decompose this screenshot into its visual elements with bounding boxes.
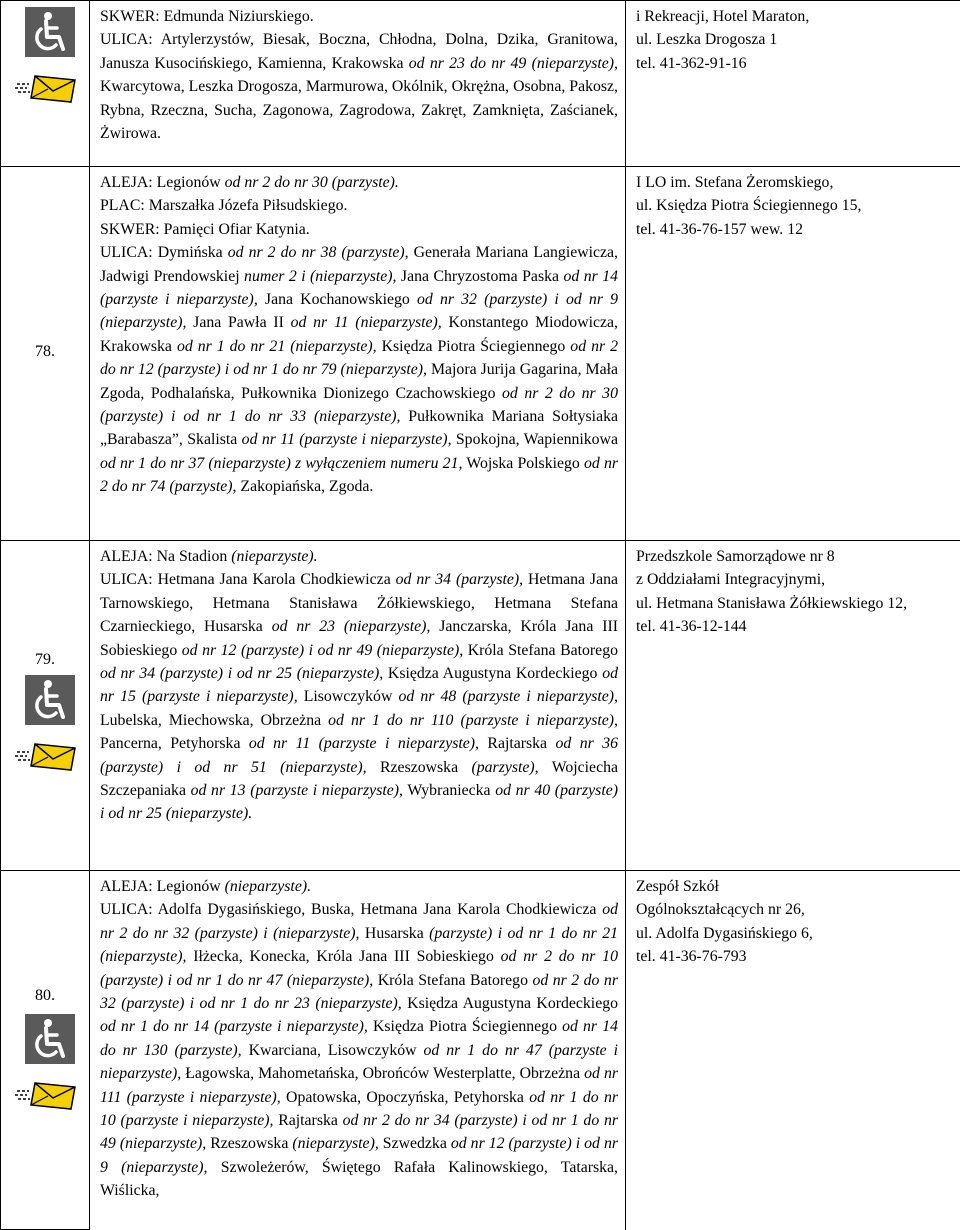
venue-line: i Rekreacji, Hotel Maraton, [636,5,953,28]
category-label: ALEJA: [100,548,157,565]
row-number-cell [1,1,90,167]
venue-address: ul. Adolfa Dygasińskiego 6, [636,922,953,945]
range-text: od nr 36 (parzyste) i od nr 51 (nieparzyste), [100,735,618,775]
streets-text [90,871,625,1203]
range-text: od nr 34 (parzyste), [396,571,523,588]
street-text: Janczarska, Króla Jana III Sobieskiego [100,618,618,658]
venue-address: ul. Hetmana Stanisława Żółkiewskiego 12, [636,592,953,615]
range-text: od nr 1 do nr 21 (nieparzyste), [177,338,377,355]
range-text: od nr 1 do nr 14 (parzyste i nieparzyste), [100,1018,368,1035]
wheelchair-icon [25,1014,75,1064]
street-text: Jana Chryzostoma Paska [396,268,563,285]
envelope-icon [15,740,77,772]
range-text: od nr 2 do nr 34 (parzyste) i od nr 1 do nr 49 (nieparzyste), [100,1112,618,1152]
street-text: Króla Stefana Batorego [463,642,618,659]
venue-phone: tel. 41-36-12-144 [636,615,953,638]
envelope-icon [15,72,77,104]
street-text: Lubelska, Miechowska, Obrzeżna [100,712,328,729]
range-text: od nr 15 (parzyste i nieparzyste), [100,665,618,705]
street-text: Husarska [360,925,430,942]
row-number-cell [1,167,90,541]
street-text: Generała Mariana Langiewicza, Jadwigi Prendowskiej [100,244,618,284]
venue-line: Zespół Szkół [636,875,953,898]
street-text: Księdza Piotra Ściegiennego [368,1018,562,1035]
range-text: od nr 2 do nr 30 (parzyste) i od nr 1 do nr 33 (nieparzyste), [100,385,618,425]
street-text: Konstantego Miodowicza, Krakowska [100,314,618,354]
category-label: SKWER: [100,8,164,25]
street-text: Jana Pawła II [186,314,290,331]
venue-phone: tel. 41-36-76-793 [636,945,953,968]
street-text: Marszałka Józefa Piłsudskiego. [149,197,348,214]
venue-cell [626,1,960,167]
category-label: ULICA: [100,31,161,48]
category-label: ALEJA: [100,878,157,895]
range-text: od nr 14 (parzyste i nieparzyste), [100,268,618,308]
range-text: od nr 2 do nr 32 (parzyste) i od nr 1 do nr 23 (nieparzyste), [100,972,618,1012]
street-text: Legionów [157,878,225,895]
category-label: ULICA: [100,901,158,918]
wheelchair-icon [25,675,75,725]
street-text: Łagowska, Mahometańska, Obrońców Westerplatte, Obrzeżna [181,1065,584,1082]
venue-phone: tel. 41-36-76-157 wew. 12 [636,218,953,241]
street-text: Wojska Polskiego [462,455,584,472]
street-text: Iłżecka, Konecka, Króla Jana III Sobieskiego [186,948,500,965]
range-text: od nr 23 (nieparzyste), [272,618,431,635]
range-text: od nr 2 do nr 32 (parzyste) i (nieparzyste), [100,901,618,941]
street-text: Kwarcytowa, Leszka Drogosza, Marmurowa, Okólnik, Okrężna, Osobna, Pakosz, Rybna, Rzeczna, Sucha, Zagonowa, Zagrodowa, Zakręt, Zamknięta, Zaścianek, Żwirowa. [100,78,618,142]
range-text: od nr 2 do nr 30 (parzyste). [225,174,399,191]
range-text: od nr 2 do nr 38 (parzyste), [228,244,409,261]
range-text: od nr 1 do nr 37 (nieparzyste) z wyłączeniem numeru 21, [100,455,462,472]
range-text: od nr 12 (parzyste) i od nr 49 (nieparzyste), [182,642,463,659]
streets-cell [90,167,626,541]
table-row [1,167,960,541]
range-text: od nr 2 do nr 12 (parzyste) i od nr 1 do nr 79 (nieparzyste), [100,338,618,378]
range-text: (parzyste) i od nr 1 do nr 21 (nieparzyste), [100,925,618,965]
venue-line: Przedszkole Samorządowe nr 8 [636,545,953,568]
category-label: SKWER: [100,221,164,238]
venue-cell [626,541,960,871]
street-text: Majora Jurija Gagarina, Mała Zgoda, Podhalańska, Pułkownika Dionizego Czachowskiego [100,361,618,401]
street-text: Rajtarska [479,735,556,752]
range-text: od nr 14 do nr 130 (parzyste), [100,1018,618,1058]
venue-cell [626,871,960,1230]
street-text: Hetmana Jana Karola Chodkiewicza [158,571,396,588]
range-text: od nr 2 do nr 74 (parzyste), [100,455,618,495]
range-text: od nr 2 do nr 10 (parzyste) i od nr 1 do nr 47 (nieparzyste), [100,948,618,988]
street-text: Zakopiańska, Zgoda. [236,478,373,495]
range-text: od nr 40 (parzyste) i od nr 25 (nieparzyste). [100,782,618,822]
venue-cell [626,167,960,541]
range-text: (nieparzyste). [225,878,311,895]
street-text: Księdza Augustyna Kordeckiego [383,665,602,682]
range-text: od nr 32 (parzyste) i od nr 9 (nieparzyste), [100,291,618,331]
category-label: PLAC: [100,197,149,214]
row-number: 79. [1,651,89,669]
category-label: ULICA: [100,244,158,261]
streets-text [90,1,625,145]
street-text: Dymińska [158,244,228,261]
range-text: od nr 23 do nr 49 (nieparzyste), [409,55,618,72]
range-text: od nr 11 (parzyste i nieparzyste), [242,431,452,448]
range-text: od nr 11 (nieparzyste), [291,314,442,331]
street-text: Artylerzystów, Biesak, Boczna, Chłodna, Dolna, Dzika, Granitowa, Janusza Kusocińskiego, Kamienna, Krakowska [100,31,618,71]
street-text: Rajtarska [273,1112,342,1129]
street-text: Rzeszowska [367,759,472,776]
street-text: Lisowczyków [298,688,399,705]
range-text: od nr 12 (parzyste) i od nr 9 (nieparzyste), [100,1135,618,1175]
street-text: Księdza Piotra Ściegiennego [377,338,571,355]
range-text: od nr 11 (parzyste i nieparzyste), [249,735,479,752]
venue-phone: tel. 41-362-91-16 [636,52,953,75]
street-text: Edmunda Niziurskiego. [164,8,314,25]
street-text: Wojciecha Szczepaniaka [100,759,618,799]
street-text: Kwarciana, Lisowczyków [242,1042,424,1059]
street-text: Adolfa Dygasińskiego, Buska, Hetmana Jana Karola Chodkiewicza [158,901,603,918]
venue-text [626,871,960,969]
range-text: od nr 13 (parzyste i nieparzyste), [191,782,403,799]
range-text: od nr 48 (parzyste i nieparzyste), [398,688,618,705]
street-text: Opatowska, Opoczyńska, Petyhorska [281,1089,529,1106]
street-text: Pancerna, Petyhorska [100,735,249,752]
street-text: Legionów [157,174,225,191]
row-icons [15,675,77,777]
street-text: Spokojna, Wapiennikowa [452,431,618,448]
venue-text [626,1,960,75]
street-text: Szwedzka [379,1135,451,1152]
table-row [1,541,960,871]
streets-text [90,167,625,499]
venue-line: z Oddziałami Integracyjnymi, [636,568,953,591]
streets-text [90,541,625,826]
street-text: Na Stadion [157,548,232,565]
street-text: Księdza Augustyna Kordeckiego [402,995,618,1012]
venue-line: Ogólnokształcących nr 26, [636,898,953,921]
range-text: od nr 1 do nr 110 (parzyste i nieparzyste), [328,712,618,729]
wheelchair-icon [25,7,75,57]
street-text: Rzeszowska [206,1135,292,1152]
range-text: od nr 1 do nr 47 (parzyste i nieparzyste), [100,1042,618,1082]
category-label: ALEJA: [100,174,157,191]
envelope-icon [15,1079,77,1111]
venue-text [626,541,960,639]
table-row [1,871,960,1230]
street-text: Króla Stefana Batorego [373,972,532,989]
range-text: (parzyste), [471,759,538,776]
range-text: (nieparzyste). [231,548,317,565]
range-text: od nr 1 do nr 10 (parzyste i nieparzyste), [100,1089,618,1129]
street-text: Jana Kochanowskiego [258,291,417,308]
row-number: 80. [1,987,89,1005]
range-text: od nr 111 (parzyste i nieparzyste), [100,1065,618,1105]
streets-cell [90,871,626,1230]
range-text: od nr 34 (parzyste) i od nr 25 (nieparzyste), [100,665,383,682]
row-number-cell [1,871,90,1230]
street-text: Pułkownika Mariana Sołtysiaka „Barabasza”, Skalista [100,408,618,448]
table-row [1,1,960,167]
streets-cell [90,541,626,871]
streets-cell [90,1,626,167]
row-icons [15,1014,77,1116]
venue-text [626,167,960,241]
row-number: 78. [1,343,89,361]
street-text: Szwoleżerów, Świętego Rafała Kalinowskiego, Tatarska, Wiślicka, [100,1159,618,1199]
venue-line: I LO im. Stefana Żeromskiego, [636,171,953,194]
row-number-cell [1,541,90,871]
street-text: Pamięci Ofiar Katynia. [164,221,310,238]
category-label: ULICA: [100,571,158,588]
venue-address: ul. Leszka Drogosza 1 [636,28,953,51]
row-icons [15,7,77,109]
venue-address: ul. Księdza Piotra Ściegiennego 15, [636,194,953,217]
street-text: Hetmana Jana Tarnowskiego, Hetmana Stanisława Żółkiewskiego, Hetmana Stefana Czarnieckiego, Husarska [100,571,618,635]
street-text: Wybraniecka [403,782,495,799]
range-text: (nieparzyste), [292,1135,378,1152]
range-text: numer 2 i (nieparzyste), [244,268,396,285]
